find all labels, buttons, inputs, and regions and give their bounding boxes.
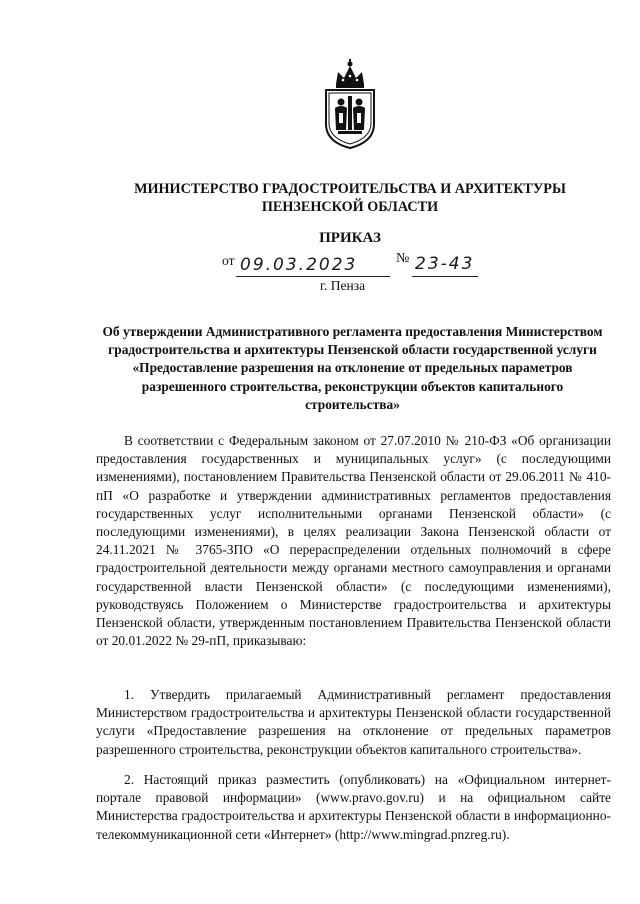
- date-label: от: [222, 253, 235, 268]
- city: г. Пенза: [320, 278, 366, 293]
- ministry-name: [100, 180, 600, 216]
- number-underline: [412, 276, 478, 277]
- ministry-line-1: МИНИСТЕРСТВО ГРАДОСТРОИТЕЛЬСТВА И АРХИТЕКТУРЫ: [134, 181, 566, 197]
- order-title: ПРИКАЗ: [319, 230, 381, 246]
- order-number: 23-43: [415, 254, 475, 274]
- order-subject: Об утверждении Административного регламента предоставления Министерством градостроительства и архитектуры Пензенской области государственной услуги «Предоставление разрешения на отклонение от предельных параметров разрешенного строительства, реконструкции объектов капитального строительства»: [102, 324, 603, 412]
- ministry-line-2: ПЕНЗЕНСКОЙ ОБЛАСТИ: [261, 199, 439, 215]
- number-label: №: [396, 251, 410, 266]
- date-underline: [236, 276, 390, 277]
- order-date: 09.03.2023: [240, 255, 358, 275]
- item-1-paragraph: 1. Утвердить прилагаемый Административный регламент предоставления Министерством градостроительства и архитектуры Пензенской области государственной услуги «Предоставление разрешения на отклонение от предельных параметров разрешенного строительства, реконструкции объектов капитального строительства».: [96, 687, 611, 757]
- penza-coat-of-arms-icon: [318, 58, 382, 150]
- item-2-paragraph: 2. Настоящий приказ разместить (опубликовать) на «Официальном интернет-портале правовой информации» (www.pravo.gov.ru) и на официальном сайте Министерства градостроительства и архитектуры Пензенской области в информационно-телекоммуникационной сети «Интернет» (http://www.mingrad.pnzreg.ru).: [96, 772, 611, 842]
- preamble-paragraph: В соответствии с Федеральным законом от 27.07.2010 № 210-ФЗ «Об организации предоставления государственных и муниципальных услуг» (с последующими изменениями), постановлением Правительства Пензенской области от 29.06.2011 № 410-пП «О разработке и утверждении административных регламентов предоставления государственных услуг исполнительными органами Пензенской области» (с последующими изменениями), в целях реализации Закона Пензенской области от 24.11.2021 № 3765-ЗПО «О перераспределении отдельных полномочий в сфере градостроительной деятельности между органами местного самоуправления и органами государственной власти Пензенской области» (с последующими изменениями), руководствуясь Положением о Министерстве градостроительства и архитектуры Пензенской области, утвержденным постановлением Правительства Пензенской области от 20.01.2022 № 29-пП, приказываю:: [96, 433, 611, 649]
